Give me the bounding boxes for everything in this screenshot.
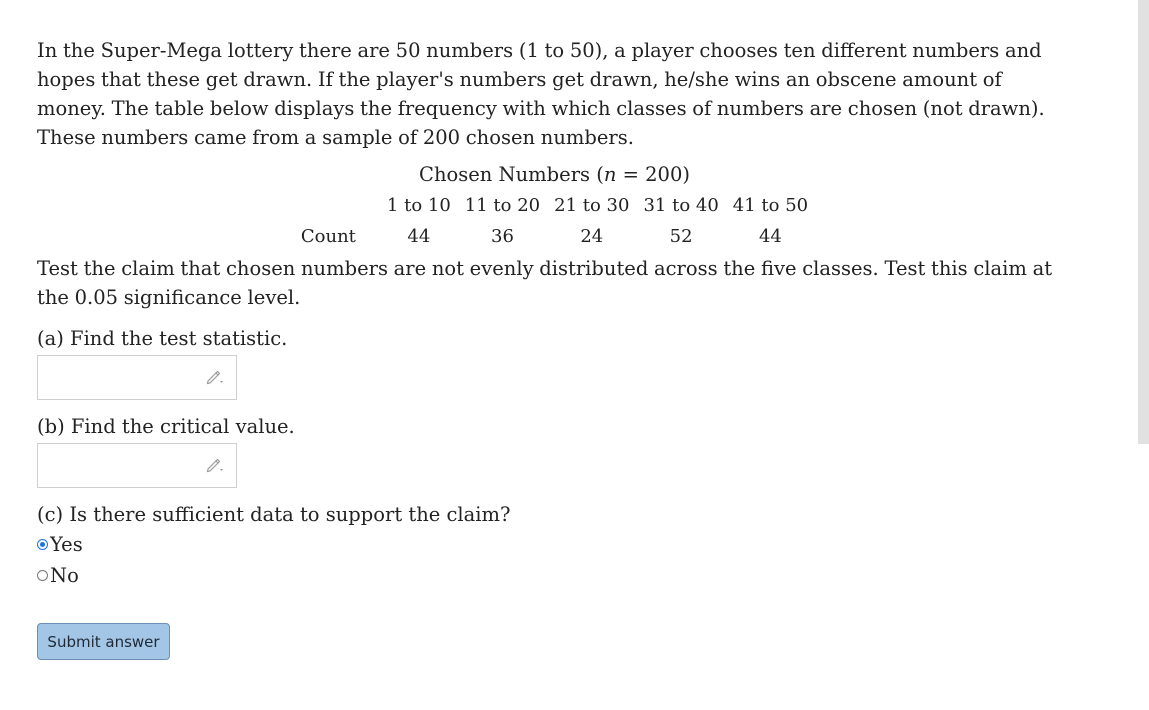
- option-yes-label[interactable]: Yes: [50, 532, 83, 556]
- table-caption: [37, 160, 1072, 190]
- frequency-table: [294, 190, 815, 252]
- table-cell: 36: [491, 226, 514, 247]
- question-a-label: (a) Find the test statistic.: [37, 327, 288, 350]
- table-header-row: [294, 190, 815, 221]
- option-yes[interactable]: [37, 529, 1072, 559]
- question-c: [37, 500, 1072, 590]
- claim-text: Test the claim that chosen numbers are not evenly distributed across the five classes. Test this claim at the 0.05 significance level.: [37, 257, 1053, 309]
- table-header-cell: 41 to 50: [732, 195, 809, 216]
- problem-intro: In the Super-Mega lottery there are 50 numbers (1 to 50), a player chooses ten different numbers and hopes that these get drawn. If the player's numbers get drawn, he/she wins an obscene amount of money. The table below displays the frequency with which classes of numbers are chosen (not drawn). These numbers came from a sample of 200 chosen numbers.: [37, 39, 1045, 149]
- scrollbar-thumb[interactable]: [1138, 0, 1149, 444]
- radio-no[interactable]: [37, 570, 48, 581]
- table-cell: 44: [758, 226, 782, 247]
- caption-suffix: = 200): [616, 163, 690, 186]
- table-header-cell: 1 to 10: [386, 195, 451, 216]
- table-header-cell: 31 to 40: [643, 195, 719, 216]
- test-statistic-input[interactable]: [37, 355, 237, 400]
- question-c-label: (c) Is there sufficient data to support the claim?: [37, 503, 511, 526]
- option-no-label[interactable]: No: [50, 563, 79, 587]
- caption-variable: n: [603, 163, 617, 186]
- option-no[interactable]: [37, 560, 1072, 590]
- frequency-table-section: [37, 160, 1072, 252]
- table-cell: 24: [580, 226, 604, 247]
- submit-answer-button[interactable]: Submit answer: [37, 623, 170, 660]
- table-cell: 52: [669, 226, 693, 247]
- scrollbar-track[interactable]: [1138, 0, 1149, 710]
- table-row-label: Count: [300, 226, 356, 247]
- table-corner-cell: [294, 190, 380, 221]
- table-cell: 44: [407, 226, 431, 247]
- table-row: [294, 221, 815, 252]
- caption-prefix: Chosen Numbers (: [419, 163, 604, 186]
- table-header-cell: 21 to 30: [554, 195, 630, 216]
- pencil-icon[interactable]: [206, 369, 226, 385]
- pencil-icon[interactable]: [206, 457, 226, 473]
- question-a: [37, 324, 1072, 400]
- question-content: [37, 36, 1072, 590]
- question-b-label: (b) Find the critical value.: [37, 415, 295, 438]
- table-header-cell: 11 to 20: [464, 195, 541, 216]
- critical-value-input[interactable]: [37, 443, 237, 488]
- radio-yes[interactable]: [37, 539, 48, 550]
- question-b: [37, 412, 1072, 488]
